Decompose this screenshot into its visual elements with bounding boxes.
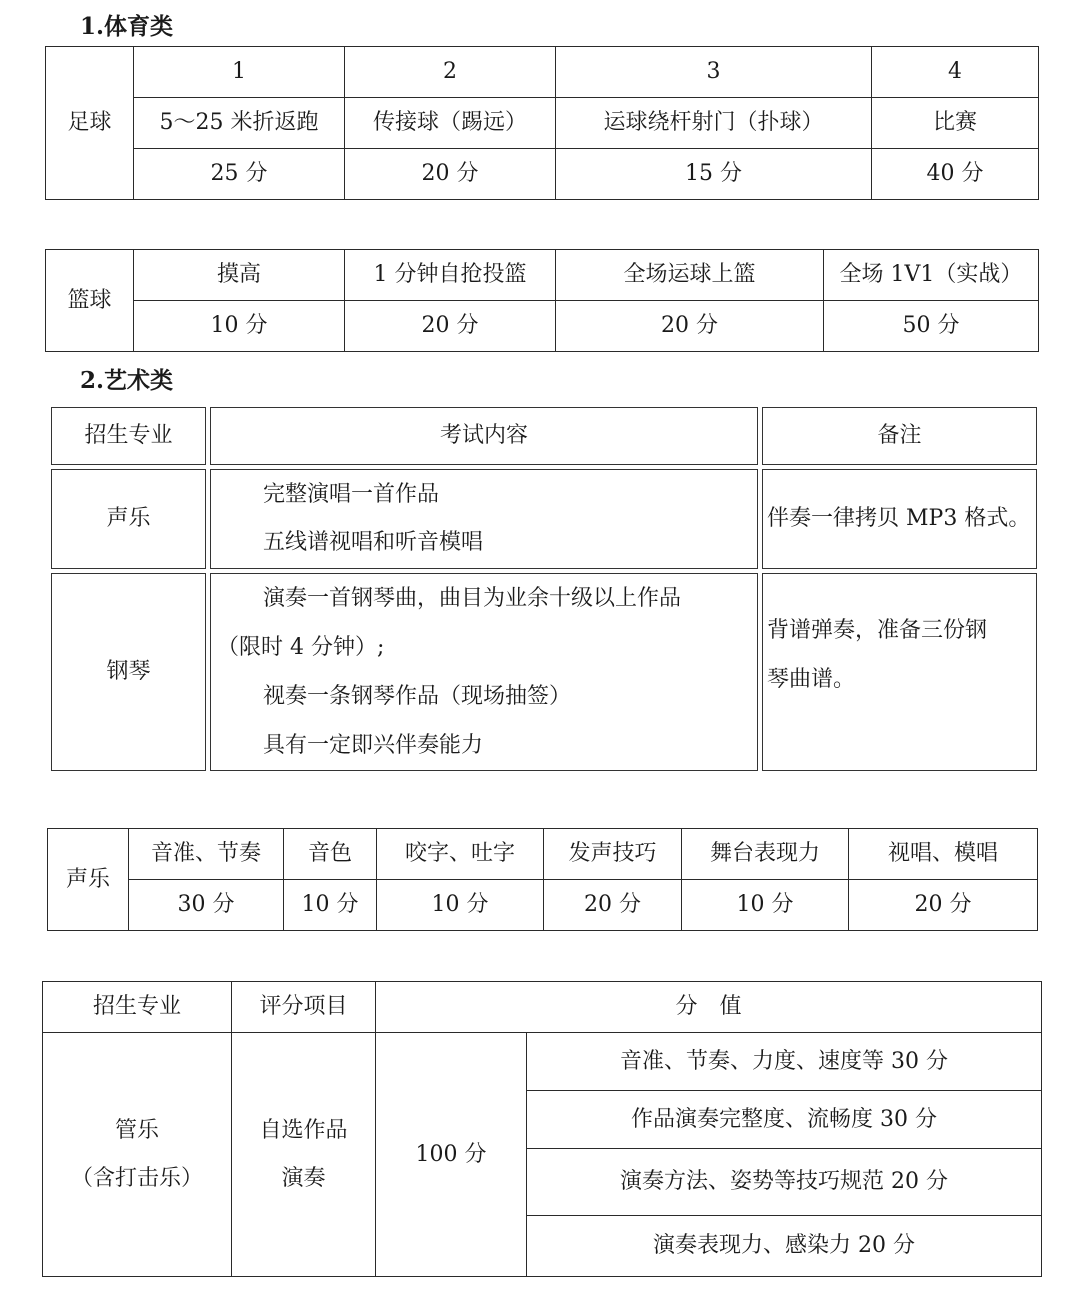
- vocal-score-value: 20 分: [849, 880, 1038, 931]
- vocal-score-value: 20 分: [544, 880, 682, 931]
- vocal-score-item: 音色: [284, 829, 377, 880]
- vocal-score-value: 10 分: [284, 880, 377, 931]
- vocal-score-item: 音准、节奏: [129, 829, 284, 880]
- header-content: 考试内容: [210, 407, 758, 465]
- header-major: 招生专业: [51, 407, 206, 465]
- basketball-item: 1 分钟自抢投篮: [345, 250, 556, 301]
- item-line: 自选作品: [259, 1117, 348, 1143]
- header-note: 备注: [762, 407, 1037, 465]
- vocal-major: 声乐: [51, 469, 206, 569]
- wind-item: [232, 1033, 376, 1277]
- wind-detail: 演奏表现力、感染力 20 分: [527, 1216, 1042, 1277]
- wind-header-score: 分 值: [376, 982, 1042, 1033]
- art-content-table: [47, 403, 1041, 775]
- basketball-score: 10 分: [134, 301, 345, 352]
- wind-major: [43, 1033, 232, 1277]
- wind-total: 100 分: [376, 1033, 527, 1277]
- basketball-table: [45, 249, 1039, 352]
- basketball-item: 全场运球上篮: [556, 250, 824, 301]
- vocal-score-item: 咬字、吐字: [377, 829, 544, 880]
- basketball-score: 20 分: [556, 301, 824, 352]
- football-item: 比赛: [872, 98, 1039, 149]
- content-line: 演奏一首钢琴曲，曲目为业余十级以上作品: [263, 586, 682, 611]
- content-line: 具有一定即兴伴奏能力: [263, 733, 484, 758]
- basketball-item: 摸高: [134, 250, 345, 301]
- football-score: 25 分: [134, 149, 345, 200]
- football-item: 运球绕杆射门（扑球）: [556, 98, 872, 149]
- major-line: （含打击乐）: [70, 1165, 203, 1191]
- football-label: 足球: [46, 47, 134, 200]
- piano-content: [210, 573, 758, 771]
- basketball-label: 篮球: [46, 250, 134, 352]
- wind-header-major: 招生专业: [43, 982, 232, 1033]
- section-heading-sports: 1.体育类: [80, 13, 174, 40]
- football-score: 15 分: [556, 149, 872, 200]
- wind-detail: 作品演奏完整度、流畅度 30 分: [527, 1091, 1042, 1149]
- wind-detail: 演奏方法、姿势等技巧规范 20 分: [527, 1149, 1042, 1216]
- vocal-score-item: 发声技巧: [544, 829, 682, 880]
- vocal-note: 伴奏一律拷贝 MP3 格式。: [762, 469, 1037, 569]
- basketball-score: 20 分: [345, 301, 556, 352]
- wind-table: [42, 981, 1042, 1277]
- vocal-score-label: 声乐: [48, 829, 129, 931]
- piano-major: 钢琴: [51, 573, 206, 771]
- vocal-score-value: 10 分: [682, 880, 849, 931]
- vocal-score-value: 30 分: [129, 880, 284, 931]
- note-line: 琴曲谱。: [767, 667, 856, 692]
- football-item: 传接球（踢远）: [345, 98, 556, 149]
- note-line: 背谱弹奏，准备三份钢: [767, 618, 988, 643]
- football-num: 1: [134, 47, 345, 98]
- football-num: 3: [556, 47, 872, 98]
- football-score: 20 分: [345, 149, 556, 200]
- wind-header-item: 评分项目: [232, 982, 376, 1033]
- football-score: 40 分: [872, 149, 1039, 200]
- content-line: 完整演唱一首作品: [263, 482, 440, 507]
- item-line: 演奏: [281, 1165, 326, 1191]
- content-line: 五线谱视唱和听音模唱: [263, 530, 484, 555]
- vocal-score-value: 10 分: [377, 880, 544, 931]
- wind-detail: 音准、节奏、力度、速度等 30 分: [527, 1033, 1042, 1091]
- piano-note: [762, 573, 1037, 771]
- basketball-score: 50 分: [824, 301, 1039, 352]
- vocal-score-item: 舞台表现力: [682, 829, 849, 880]
- content-line: （限时 4 分钟）;: [217, 635, 385, 660]
- major-line: 管乐: [114, 1117, 159, 1143]
- vocal-score-item: 视唱、模唱: [849, 829, 1038, 880]
- content-line: 视奏一条钢琴作品（现场抽签）: [263, 684, 572, 709]
- vocal-score-table: [47, 828, 1038, 931]
- football-item: 5～25 米折返跑: [134, 98, 345, 149]
- basketball-item: 全场 1V1（实战）: [824, 250, 1039, 301]
- vocal-content: [210, 469, 758, 569]
- section-heading-arts: 2.艺术类: [80, 367, 174, 394]
- football-table: [45, 46, 1039, 200]
- football-num: 2: [345, 47, 556, 98]
- football-num: 4: [872, 47, 1039, 98]
